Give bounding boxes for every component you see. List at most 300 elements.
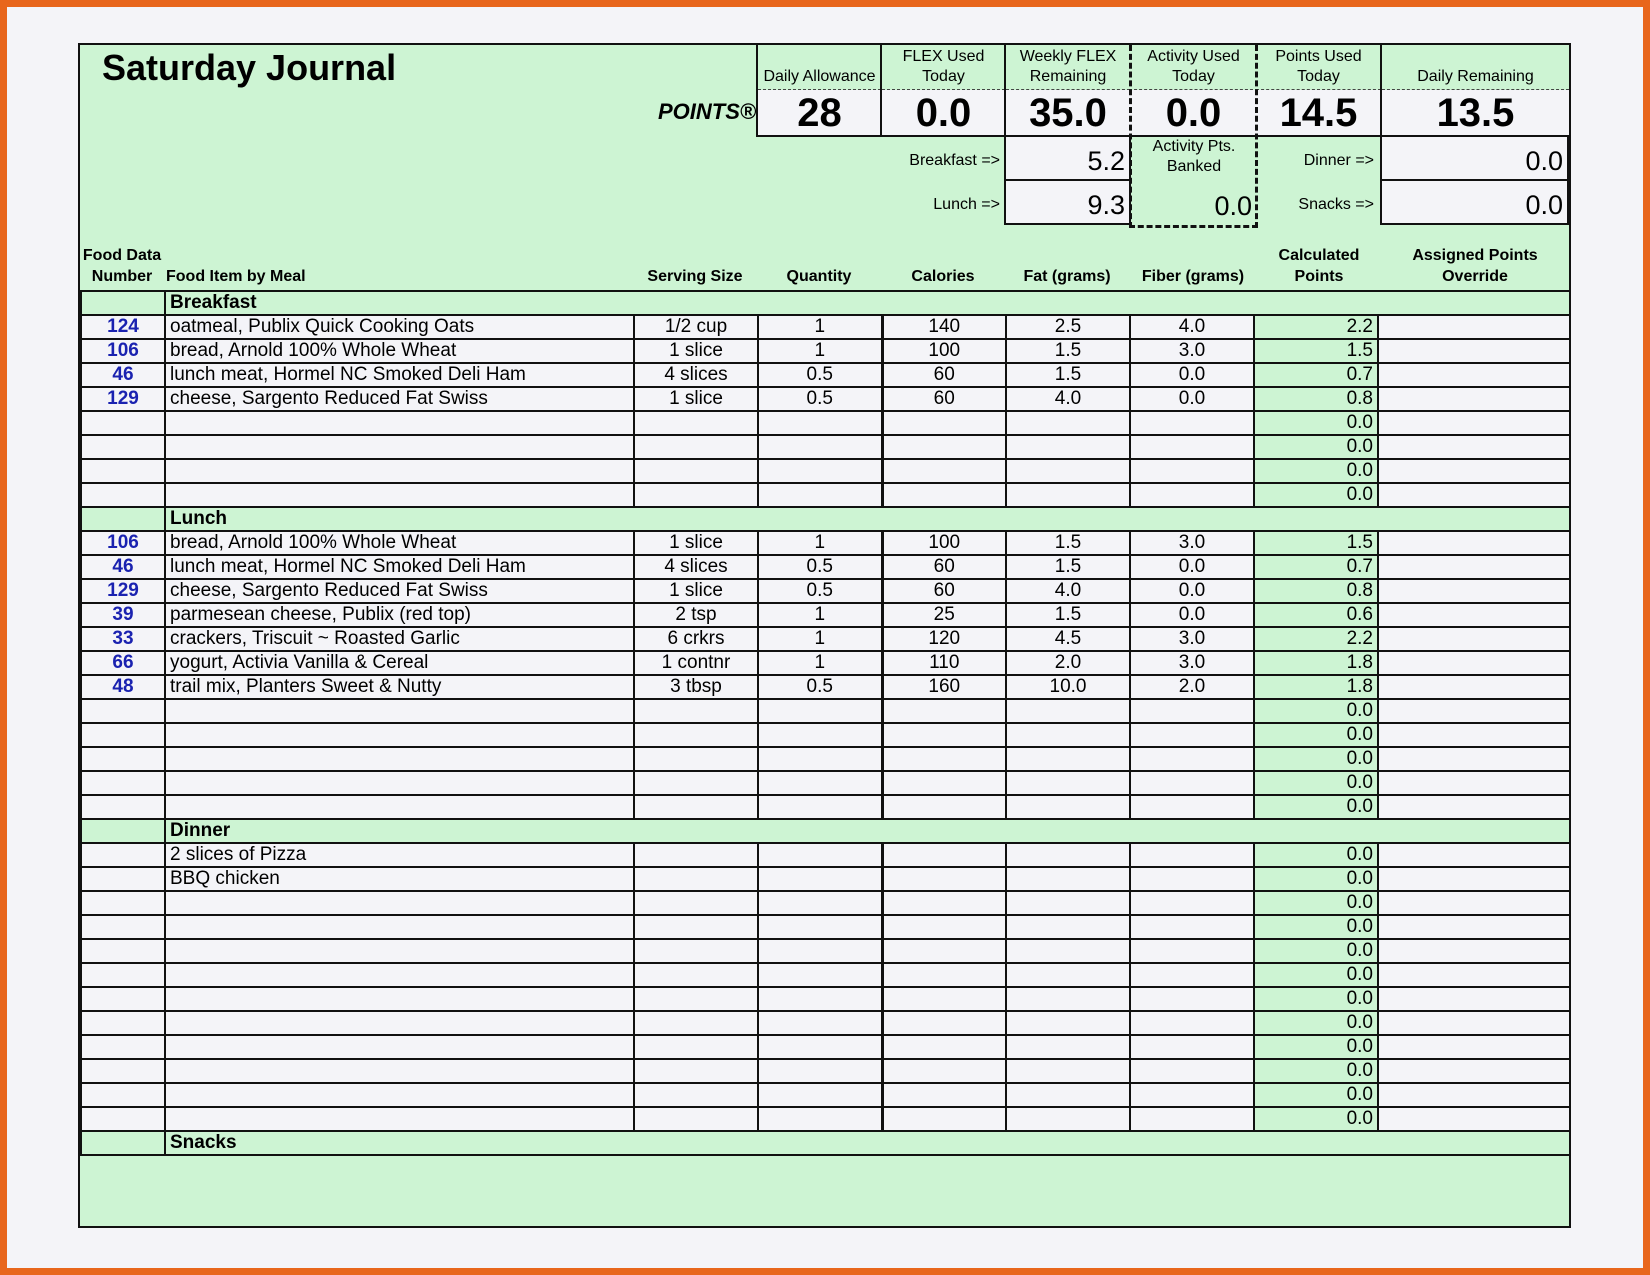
- calories-cell[interactable]: [882, 1011, 1006, 1035]
- table-row: [81, 891, 1570, 915]
- calories-cell[interactable]: [882, 963, 1006, 987]
- food-number-cell[interactable]: [81, 699, 165, 723]
- calories-cell[interactable]: 60: [882, 363, 1006, 387]
- override-cell[interactable]: [1378, 1107, 1570, 1131]
- fiber-cell[interactable]: [1130, 435, 1254, 459]
- quantity-cell[interactable]: 0.5: [758, 387, 882, 411]
- serving-size-cell[interactable]: [634, 843, 758, 867]
- serving-size-cell[interactable]: [634, 963, 758, 987]
- override-cell[interactable]: [1378, 675, 1570, 699]
- food-number-cell[interactable]: 46: [81, 555, 165, 579]
- calories-cell[interactable]: [882, 411, 1006, 435]
- calculated-points-cell: 0.0: [1254, 843, 1378, 867]
- calories-cell[interactable]: [882, 723, 1006, 747]
- quantity-cell[interactable]: 1: [758, 627, 882, 651]
- serving-size-cell[interactable]: [634, 1035, 758, 1059]
- quantity-cell[interactable]: [758, 915, 882, 939]
- food-item-cell[interactable]: [165, 963, 634, 987]
- food-item-cell[interactable]: [165, 891, 634, 915]
- serving-size-cell[interactable]: [634, 891, 758, 915]
- food-number-cell[interactable]: 46: [81, 363, 165, 387]
- table-row: [81, 387, 1570, 411]
- food-item-cell[interactable]: bread, Arnold 100% Whole Wheat: [165, 531, 634, 555]
- table-row: [81, 843, 1570, 867]
- food-number-cell[interactable]: 124: [81, 315, 165, 339]
- table-row: [81, 1011, 1570, 1035]
- table-row: [81, 603, 1570, 627]
- food-item-cell[interactable]: [165, 795, 634, 819]
- serving-size-cell[interactable]: [634, 747, 758, 771]
- override-cell[interactable]: [1378, 867, 1570, 891]
- calories-cell[interactable]: 110: [882, 651, 1006, 675]
- serving-size-cell[interactable]: [634, 987, 758, 1011]
- serving-size-cell[interactable]: 1/2 cup: [634, 315, 758, 339]
- calories-cell[interactable]: [882, 1107, 1006, 1131]
- serving-size-cell[interactable]: 1 slice: [634, 531, 758, 555]
- food-item-cell[interactable]: trail mix, Planters Sweet & Nutty: [165, 675, 634, 699]
- fiber-cell[interactable]: 3.0: [1130, 339, 1254, 363]
- fiber-cell[interactable]: [1130, 411, 1254, 435]
- fat-cell[interactable]: [1006, 435, 1130, 459]
- calories-cell[interactable]: [882, 1059, 1006, 1083]
- food-number-cell[interactable]: [81, 723, 165, 747]
- food-number-cell[interactable]: [81, 483, 165, 507]
- food-item-cell[interactable]: cheese, Sargento Reduced Fat Swiss: [165, 387, 634, 411]
- fat-cell[interactable]: [1006, 1107, 1130, 1131]
- food-item-cell[interactable]: yogurt, Activia Vanilla & Cereal: [165, 651, 634, 675]
- fat-cell[interactable]: [1006, 843, 1130, 867]
- food-item-cell[interactable]: [165, 411, 634, 435]
- calories-cell[interactable]: 25: [882, 603, 1006, 627]
- summary-weekly-flex: [1004, 45, 1130, 137]
- food-number-cell[interactable]: [81, 411, 165, 435]
- fiber-cell[interactable]: 3.0: [1130, 651, 1254, 675]
- quantity-cell[interactable]: [758, 987, 882, 1011]
- summary-label: Points Used Today: [1256, 45, 1381, 90]
- table-row: [81, 1107, 1570, 1131]
- food-number-cell[interactable]: 33: [81, 627, 165, 651]
- serving-size-cell[interactable]: [634, 699, 758, 723]
- food-item-cell[interactable]: [165, 987, 634, 1011]
- food-item-cell[interactable]: [165, 699, 634, 723]
- food-number-cell[interactable]: [81, 1011, 165, 1035]
- calories-cell[interactable]: [882, 891, 1006, 915]
- calculated-points-cell: 0.0: [1254, 1107, 1378, 1131]
- fat-cell[interactable]: [1006, 1059, 1130, 1083]
- calories-cell[interactable]: 60: [882, 579, 1006, 603]
- table-row: [81, 435, 1570, 459]
- table-row: [81, 939, 1570, 963]
- serving-size-cell[interactable]: 4 slices: [634, 363, 758, 387]
- fat-cell[interactable]: [1006, 987, 1130, 1011]
- table-row: [81, 363, 1570, 387]
- quantity-cell[interactable]: [758, 867, 882, 891]
- quantity-cell[interactable]: [758, 771, 882, 795]
- calories-cell[interactable]: [882, 459, 1006, 483]
- serving-size-cell[interactable]: [634, 795, 758, 819]
- fat-cell[interactable]: [1006, 867, 1130, 891]
- serving-size-cell[interactable]: [634, 1107, 758, 1131]
- fiber-cell[interactable]: 4.0: [1130, 315, 1254, 339]
- fiber-cell[interactable]: 3.0: [1130, 627, 1254, 651]
- serving-size-cell[interactable]: [634, 459, 758, 483]
- fat-cell[interactable]: [1006, 795, 1130, 819]
- fiber-cell[interactable]: [1130, 459, 1254, 483]
- fat-cell[interactable]: [1006, 963, 1130, 987]
- calculated-points-cell: 0.0: [1254, 411, 1378, 435]
- calculated-points-cell: 0.0: [1254, 1059, 1378, 1083]
- summary-daily-allowance: [756, 45, 881, 137]
- meal-header-blank: [81, 1131, 165, 1155]
- override-cell[interactable]: [1378, 891, 1570, 915]
- fat-cell[interactable]: [1006, 771, 1130, 795]
- fiber-cell[interactable]: [1130, 843, 1254, 867]
- calories-cell[interactable]: 60: [882, 555, 1006, 579]
- override-cell[interactable]: [1378, 387, 1570, 411]
- food-number-cell[interactable]: [81, 459, 165, 483]
- fiber-cell[interactable]: [1130, 963, 1254, 987]
- fiber-cell[interactable]: [1130, 795, 1254, 819]
- fat-cell[interactable]: 2.5: [1006, 315, 1130, 339]
- serving-size-cell[interactable]: [634, 483, 758, 507]
- food-item-cell[interactable]: bread, Arnold 100% Whole Wheat: [165, 339, 634, 363]
- food-item-cell[interactable]: [165, 1059, 634, 1083]
- calculated-points-cell: 0.6: [1254, 603, 1378, 627]
- food-item-cell[interactable]: cheese, Sargento Reduced Fat Swiss: [165, 579, 634, 603]
- food-number-cell[interactable]: [81, 963, 165, 987]
- header-quantity: Quantity: [786, 268, 852, 285]
- calories-cell[interactable]: [882, 747, 1006, 771]
- quantity-cell[interactable]: 0.5: [758, 579, 882, 603]
- quantity-cell[interactable]: [758, 411, 882, 435]
- override-cell[interactable]: [1378, 315, 1570, 339]
- fiber-cell[interactable]: 0.0: [1130, 603, 1254, 627]
- calories-cell[interactable]: [882, 1083, 1006, 1107]
- quantity-cell[interactable]: 1: [758, 531, 882, 555]
- fat-cell[interactable]: 4.0: [1006, 579, 1130, 603]
- food-number-cell[interactable]: 39: [81, 603, 165, 627]
- quantity-cell[interactable]: [758, 891, 882, 915]
- fat-cell[interactable]: 1.5: [1006, 603, 1130, 627]
- food-number-cell[interactable]: 66: [81, 651, 165, 675]
- food-item-cell[interactable]: [165, 459, 634, 483]
- food-number-cell[interactable]: [81, 1083, 165, 1107]
- fiber-cell[interactable]: 0.0: [1130, 387, 1254, 411]
- calculated-points-cell: 0.0: [1254, 891, 1378, 915]
- quantity-cell[interactable]: [758, 963, 882, 987]
- fiber-cell[interactable]: [1130, 867, 1254, 891]
- fiber-cell[interactable]: [1130, 987, 1254, 1011]
- calculated-points-cell: 0.0: [1254, 1035, 1378, 1059]
- override-cell[interactable]: [1378, 987, 1570, 1011]
- calories-cell[interactable]: [882, 867, 1006, 891]
- food-item-cell[interactable]: [165, 771, 634, 795]
- quantity-cell[interactable]: [758, 1107, 882, 1131]
- food-number-cell[interactable]: 129: [81, 387, 165, 411]
- table-row: [81, 1035, 1570, 1059]
- override-cell[interactable]: [1378, 747, 1570, 771]
- quantity-cell[interactable]: 1: [758, 651, 882, 675]
- override-cell[interactable]: [1378, 915, 1570, 939]
- meal-header-blank: [81, 291, 165, 315]
- override-cell[interactable]: [1378, 603, 1570, 627]
- header-fat: Fat (grams): [1023, 268, 1111, 285]
- serving-size-cell[interactable]: [634, 939, 758, 963]
- serving-size-cell[interactable]: 1 slice: [634, 387, 758, 411]
- calories-cell[interactable]: [882, 483, 1006, 507]
- food-table: [80, 290, 1571, 1156]
- food-number-cell[interactable]: [81, 1059, 165, 1083]
- override-cell[interactable]: [1378, 651, 1570, 675]
- food-number-cell[interactable]: [81, 771, 165, 795]
- food-number-cell[interactable]: 48: [81, 675, 165, 699]
- food-item-cell[interactable]: [165, 1107, 634, 1131]
- fiber-cell[interactable]: [1130, 771, 1254, 795]
- fiber-cell[interactable]: [1130, 915, 1254, 939]
- override-cell[interactable]: [1378, 939, 1570, 963]
- serving-size-cell[interactable]: 3 tbsp: [634, 675, 758, 699]
- fiber-cell[interactable]: [1130, 1035, 1254, 1059]
- quantity-cell[interactable]: 0.5: [758, 555, 882, 579]
- fiber-cell[interactable]: [1130, 699, 1254, 723]
- calories-cell[interactable]: [882, 1035, 1006, 1059]
- calories-cell[interactable]: [882, 987, 1006, 1011]
- calculated-points-cell: 1.5: [1254, 339, 1378, 363]
- meal-header-row: [81, 819, 1570, 843]
- food-number-cell[interactable]: [81, 1107, 165, 1131]
- fiber-cell[interactable]: [1130, 1107, 1254, 1131]
- fat-cell[interactable]: [1006, 459, 1130, 483]
- fat-cell[interactable]: 4.0: [1006, 387, 1130, 411]
- fat-cell[interactable]: 4.5: [1006, 627, 1130, 651]
- override-cell[interactable]: [1378, 843, 1570, 867]
- header-serving-size: Serving Size: [647, 268, 743, 285]
- quantity-cell[interactable]: [758, 1059, 882, 1083]
- fat-cell[interactable]: 2.0: [1006, 651, 1130, 675]
- serving-size-cell[interactable]: [634, 915, 758, 939]
- food-number-cell[interactable]: [81, 1035, 165, 1059]
- override-cell[interactable]: [1378, 627, 1570, 651]
- override-cell[interactable]: [1378, 435, 1570, 459]
- quantity-cell[interactable]: [758, 939, 882, 963]
- food-item-cell[interactable]: [165, 747, 634, 771]
- summary-daily-remaining: [1380, 45, 1569, 137]
- meal-header-row: [81, 507, 1570, 531]
- food-number-cell[interactable]: [81, 843, 165, 867]
- food-item-cell[interactable]: [165, 1035, 634, 1059]
- quantity-cell[interactable]: [758, 747, 882, 771]
- calculated-points-cell: 0.7: [1254, 363, 1378, 387]
- food-item-cell[interactable]: [165, 435, 634, 459]
- override-cell[interactable]: [1378, 771, 1570, 795]
- calories-cell[interactable]: [882, 939, 1006, 963]
- summary-label: Activity Used Today: [1129, 45, 1258, 90]
- quantity-cell[interactable]: [758, 843, 882, 867]
- food-item-cell[interactable]: parmesean cheese, Publix (red top): [165, 603, 634, 627]
- serving-size-cell[interactable]: [634, 771, 758, 795]
- fat-cell[interactable]: [1006, 723, 1130, 747]
- serving-size-cell[interactable]: [634, 435, 758, 459]
- food-number-cell[interactable]: 106: [81, 339, 165, 363]
- quantity-cell[interactable]: 1: [758, 339, 882, 363]
- calories-cell[interactable]: [882, 771, 1006, 795]
- calculated-points-cell: 0.0: [1254, 987, 1378, 1011]
- serving-size-cell[interactable]: 1 slice: [634, 579, 758, 603]
- serving-size-cell[interactable]: 6 crkrs: [634, 627, 758, 651]
- fat-cell[interactable]: [1006, 1011, 1130, 1035]
- serving-size-cell[interactable]: 2 tsp: [634, 603, 758, 627]
- food-item-cell[interactable]: BBQ chicken: [165, 867, 634, 891]
- calories-cell[interactable]: 60: [882, 387, 1006, 411]
- fat-cell[interactable]: [1006, 699, 1130, 723]
- fat-cell[interactable]: [1006, 483, 1130, 507]
- serving-size-cell[interactable]: [634, 723, 758, 747]
- serving-size-cell[interactable]: [634, 411, 758, 435]
- food-number-cell[interactable]: [81, 939, 165, 963]
- fat-cell[interactable]: 1.5: [1006, 363, 1130, 387]
- fiber-cell[interactable]: [1130, 891, 1254, 915]
- summary-value: 0.0: [1129, 90, 1258, 135]
- calories-cell[interactable]: 140: [882, 315, 1006, 339]
- fiber-cell[interactable]: 0.0: [1130, 555, 1254, 579]
- fiber-cell[interactable]: [1130, 723, 1254, 747]
- fiber-cell[interactable]: [1130, 1059, 1254, 1083]
- fat-cell[interactable]: [1006, 1035, 1130, 1059]
- serving-size-cell[interactable]: 1 slice: [634, 339, 758, 363]
- food-item-cell[interactable]: crackers, Triscuit ~ Roasted Garlic: [165, 627, 634, 651]
- fat-cell[interactable]: [1006, 411, 1130, 435]
- food-number-cell[interactable]: 129: [81, 579, 165, 603]
- food-number-cell[interactable]: [81, 435, 165, 459]
- food-number-cell[interactable]: [81, 795, 165, 819]
- food-item-cell[interactable]: [165, 723, 634, 747]
- quantity-cell[interactable]: [758, 699, 882, 723]
- calories-cell[interactable]: [882, 435, 1006, 459]
- fiber-cell[interactable]: [1130, 1083, 1254, 1107]
- fiber-cell[interactable]: 0.0: [1130, 579, 1254, 603]
- override-cell[interactable]: [1378, 723, 1570, 747]
- meal-header-blank: [81, 507, 165, 531]
- quantity-cell[interactable]: [758, 483, 882, 507]
- quantity-cell[interactable]: [758, 795, 882, 819]
- food-item-cell[interactable]: lunch meat, Hormel NC Smoked Deli Ham: [165, 363, 634, 387]
- food-item-cell[interactable]: lunch meat, Hormel NC Smoked Deli Ham: [165, 555, 634, 579]
- meal-header-row: [81, 291, 1570, 315]
- calories-cell[interactable]: 100: [882, 339, 1006, 363]
- calories-cell[interactable]: [882, 699, 1006, 723]
- override-cell[interactable]: [1378, 531, 1570, 555]
- calories-cell[interactable]: [882, 795, 1006, 819]
- override-cell[interactable]: [1378, 699, 1570, 723]
- override-cell[interactable]: [1378, 483, 1570, 507]
- override-cell[interactable]: [1378, 1059, 1570, 1083]
- food-number-cell[interactable]: [81, 891, 165, 915]
- quantity-cell[interactable]: [758, 459, 882, 483]
- quantity-cell[interactable]: 0.5: [758, 363, 882, 387]
- food-item-cell[interactable]: oatmeal, Publix Quick Cooking Oats: [165, 315, 634, 339]
- header-calculated-points: Calculated Points: [1278, 247, 1360, 285]
- food-item-cell[interactable]: [165, 915, 634, 939]
- serving-size-cell[interactable]: [634, 1059, 758, 1083]
- override-cell[interactable]: [1378, 1035, 1570, 1059]
- serving-size-cell[interactable]: 4 slices: [634, 555, 758, 579]
- food-number-cell[interactable]: [81, 915, 165, 939]
- fat-cell[interactable]: [1006, 891, 1130, 915]
- table-row: [81, 915, 1570, 939]
- serving-size-cell[interactable]: 1 contnr: [634, 651, 758, 675]
- fat-cell[interactable]: [1006, 915, 1130, 939]
- calories-cell[interactable]: 100: [882, 531, 1006, 555]
- override-cell[interactable]: [1378, 1011, 1570, 1035]
- serving-size-cell[interactable]: [634, 867, 758, 891]
- meal-name: Snacks: [165, 1131, 1570, 1155]
- override-cell[interactable]: [1378, 579, 1570, 603]
- food-number-cell[interactable]: [81, 867, 165, 891]
- override-cell[interactable]: [1378, 339, 1570, 363]
- food-item-cell[interactable]: [165, 483, 634, 507]
- fat-cell[interactable]: [1006, 939, 1130, 963]
- fat-cell[interactable]: 1.5: [1006, 339, 1130, 363]
- food-item-cell[interactable]: [165, 1083, 634, 1107]
- quantity-cell[interactable]: 0.5: [758, 675, 882, 699]
- override-cell[interactable]: [1378, 459, 1570, 483]
- food-item-cell[interactable]: [165, 939, 634, 963]
- quantity-cell[interactable]: [758, 435, 882, 459]
- table-row: [81, 339, 1570, 363]
- quantity-cell[interactable]: [758, 1011, 882, 1035]
- food-item-cell[interactable]: 2 slices of Pizza: [165, 843, 634, 867]
- food-number-cell[interactable]: 106: [81, 531, 165, 555]
- calculated-points-cell: 1.8: [1254, 651, 1378, 675]
- table-row: [81, 867, 1570, 891]
- override-cell[interactable]: [1378, 963, 1570, 987]
- quantity-cell[interactable]: 1: [758, 603, 882, 627]
- quantity-cell[interactable]: [758, 1083, 882, 1107]
- fat-cell[interactable]: [1006, 1083, 1130, 1107]
- fat-cell[interactable]: 1.5: [1006, 555, 1130, 579]
- fiber-cell[interactable]: 0.0: [1130, 363, 1254, 387]
- fat-cell[interactable]: 10.0: [1006, 675, 1130, 699]
- override-cell[interactable]: [1378, 795, 1570, 819]
- quantity-cell[interactable]: [758, 723, 882, 747]
- fiber-cell[interactable]: [1130, 939, 1254, 963]
- override-cell[interactable]: [1378, 363, 1570, 387]
- serving-size-cell[interactable]: [634, 1011, 758, 1035]
- calories-cell[interactable]: 160: [882, 675, 1006, 699]
- food-number-cell[interactable]: [81, 747, 165, 771]
- serving-size-cell[interactable]: [634, 1083, 758, 1107]
- calories-cell[interactable]: [882, 915, 1006, 939]
- fat-cell[interactable]: 1.5: [1006, 531, 1130, 555]
- quantity-cell[interactable]: [758, 1035, 882, 1059]
- calories-cell[interactable]: [882, 843, 1006, 867]
- header-override: Assigned Points Override: [1412, 247, 1538, 285]
- calories-cell[interactable]: 120: [882, 627, 1006, 651]
- fiber-cell[interactable]: [1130, 483, 1254, 507]
- fiber-cell[interactable]: [1130, 1011, 1254, 1035]
- summary-value: 0.0: [882, 90, 1005, 135]
- fiber-cell[interactable]: 2.0: [1130, 675, 1254, 699]
- fat-cell[interactable]: [1006, 747, 1130, 771]
- override-cell[interactable]: [1378, 411, 1570, 435]
- food-number-cell[interactable]: [81, 987, 165, 1011]
- override-cell[interactable]: [1378, 555, 1570, 579]
- fiber-cell[interactable]: [1130, 747, 1254, 771]
- fiber-cell[interactable]: 3.0: [1130, 531, 1254, 555]
- override-cell[interactable]: [1378, 1083, 1570, 1107]
- food-item-cell[interactable]: [165, 1011, 634, 1035]
- quantity-cell[interactable]: 1: [758, 315, 882, 339]
